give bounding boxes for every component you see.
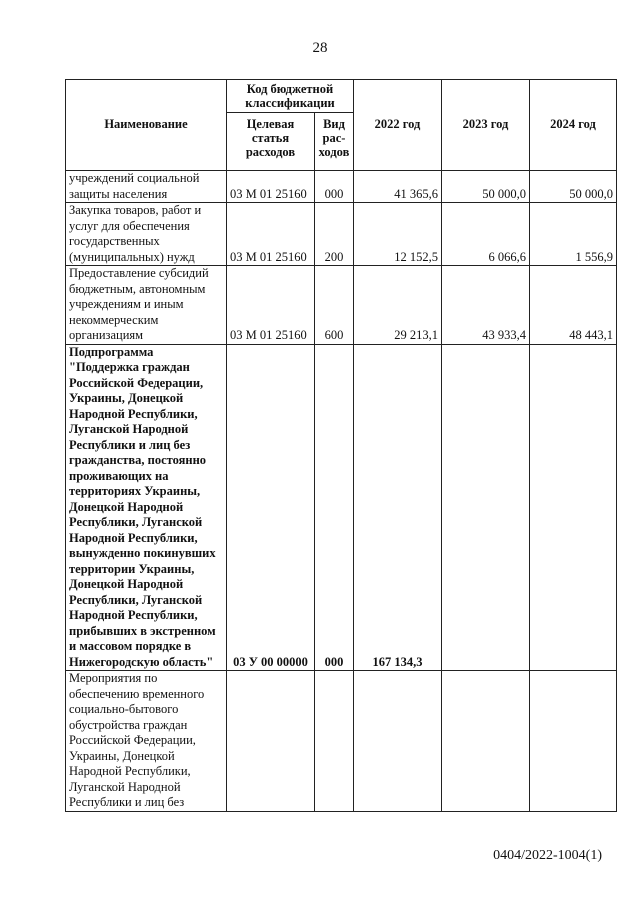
table-row-subprogram <box>66 344 617 671</box>
header-2023: 2023 год <box>442 80 530 171</box>
header-expense-kind: Вид рас-ходов <box>315 113 354 171</box>
header-2024: 2024 год <box>530 80 617 171</box>
header-name: Наименование <box>66 80 227 171</box>
row-expense-kind <box>315 671 354 812</box>
header-2022: 2022 год <box>354 80 442 171</box>
row-2024: 50 000,0 <box>530 171 617 203</box>
page-number: 28 <box>312 40 328 56</box>
row-2024: 48 443,1 <box>530 266 617 345</box>
header-target-article: Целевая статья расходов <box>227 113 315 171</box>
table-row <box>66 171 617 203</box>
row-name: Закупка товаров, работ и услуг для обеспечения государственных (муниципальных) нужд <box>66 203 227 266</box>
row-expense-kind: 600 <box>315 266 354 345</box>
row-2023 <box>442 671 530 812</box>
row-target-article: 03 У 00 00000 <box>227 344 315 671</box>
row-2022 <box>354 671 442 812</box>
table-row <box>66 203 617 266</box>
row-name: Подпрограмма "Поддержка граждан Российской Федерации, Украины, Донецкой Народной Республики, Луганской Народной Республики и лиц без гражданства, постоянно проживающих на территориях Украины, Донецкой Народной Республики, Луганской Народной Республики, вынужденно покинувших территории Украины, Донецкой Народной Республики, Луганской Народной Республики, прибывших в экстренном и массовом порядке в Нижегородскую область" <box>66 344 227 671</box>
row-name: учреждений социальной защиты населения <box>66 171 227 203</box>
row-2022: 41 365,6 <box>354 171 442 203</box>
row-name: Предоставление субсидий бюджетным, автономным учреждениям и иным некоммерческим организациям <box>66 266 227 345</box>
document-id: 0404/2022-1004(1) <box>493 848 602 863</box>
row-name: Мероприятия по обеспечению временного социально-бытового обустройства граждан Российской Федерации, Украины, Донецкой Народной Республики, Луганской Народной Республики и лиц без <box>66 671 227 812</box>
row-2023: 50 000,0 <box>442 171 530 203</box>
row-target-article <box>227 671 315 812</box>
row-target-article: 03 М 01 25160 <box>227 203 315 266</box>
row-2023: 6 066,6 <box>442 203 530 266</box>
row-target-article: 03 М 01 25160 <box>227 171 315 203</box>
row-expense-kind: 000 <box>315 344 354 671</box>
row-2024 <box>530 671 617 812</box>
row-2023: 43 933,4 <box>442 266 530 345</box>
budget-table <box>65 79 617 812</box>
row-target-article: 03 М 01 25160 <box>227 266 315 345</box>
row-expense-kind: 200 <box>315 203 354 266</box>
row-2022: 29 213,1 <box>354 266 442 345</box>
row-2023 <box>442 344 530 671</box>
row-2022: 167 134,3 <box>354 344 442 671</box>
row-2024: 1 556,9 <box>530 203 617 266</box>
table-row <box>66 266 617 345</box>
row-expense-kind: 000 <box>315 171 354 203</box>
table-row <box>66 671 617 812</box>
row-2022: 12 152,5 <box>354 203 442 266</box>
row-2024 <box>530 344 617 671</box>
header-budget-code: Код бюджетной классификации <box>227 80 354 113</box>
